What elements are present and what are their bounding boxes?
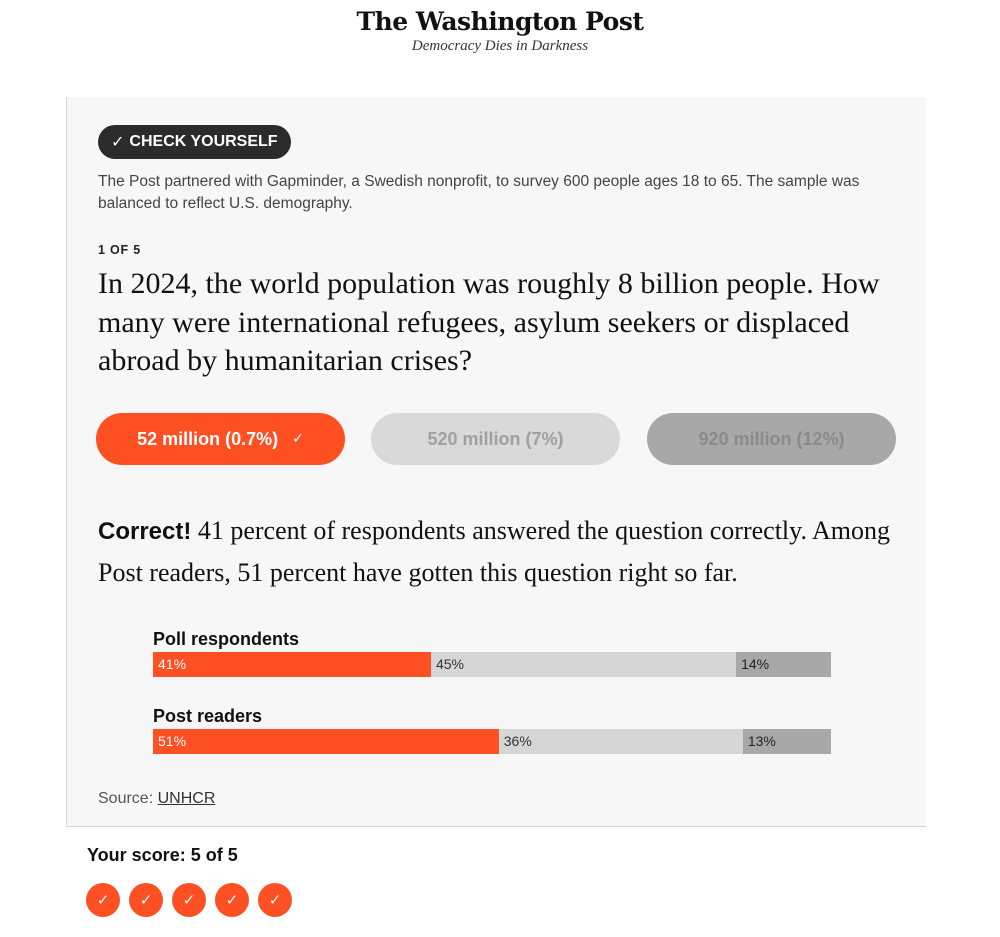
bar-segment-third: 14% (736, 652, 831, 677)
answer-label: 520 million (7%) (427, 428, 564, 449)
poll-respondents-result (153, 628, 831, 677)
answer-option-3[interactable] (647, 413, 896, 465)
answer-option-2[interactable] (371, 413, 620, 465)
masthead (0, 6, 1000, 55)
score-text: Your score: 5 of 5 (87, 845, 238, 865)
check-icon: ✓ (292, 431, 304, 447)
check-yourself-badge (98, 125, 291, 159)
source-label: Source: (98, 790, 154, 807)
stacked-bar (153, 652, 831, 677)
result-explanation: 41 percent of respondents answered the question correctly. Among Post readers, 51 percent have gotten this question right so far. (98, 516, 891, 587)
result-bar-title: Poll respondents (153, 629, 300, 649)
badge-label: CHECK YOURSELF (129, 133, 278, 150)
question-text: In 2024, the world population was roughly 8 billion people. How many were international refugees, asylum seekers or displaced abroad by humanitarian crises? (98, 267, 880, 377)
source-link[interactable]: UNHCR (157, 790, 216, 807)
washington-post-logo[interactable]: The Washington Post (356, 7, 644, 36)
bar-segment-correct: 51% (153, 729, 499, 754)
score-checks (86, 883, 301, 917)
correct-label: Correct! (98, 518, 192, 545)
bar-segment-second: 45% (431, 652, 736, 677)
check-icon: ✓ (258, 883, 292, 917)
answer-option-1[interactable] (96, 413, 345, 465)
bar-segment-second: 36% (499, 729, 743, 754)
check-icon: ✓ (86, 883, 120, 917)
check-icon: ✓ (215, 883, 249, 917)
answer-label: 52 million (0.7%) (137, 428, 279, 449)
source-line (98, 790, 215, 808)
result-text (98, 510, 908, 593)
check-icon: ✓ (172, 883, 206, 917)
question-progress: 1 OF 5 (98, 243, 142, 257)
tagline: Democracy Dies in Darkness (411, 38, 589, 54)
post-readers-result (153, 705, 831, 754)
bar-segment-correct: 41% (153, 652, 431, 677)
check-icon: ✓ (129, 883, 163, 917)
bar-segment-third: 13% (743, 729, 831, 754)
check-icon: ✓ (111, 132, 125, 151)
quiz-intro: The Post partnered with Gapminder, a Swedish nonprofit, to survey 600 people ages 18 to 65. The sample was balanced to reflect U.S. demography. (98, 173, 860, 212)
result-bar-title: Post readers (153, 706, 263, 726)
answer-label: 920 million (12%) (698, 428, 845, 449)
quiz-card (66, 97, 926, 827)
stacked-bar (153, 729, 831, 754)
